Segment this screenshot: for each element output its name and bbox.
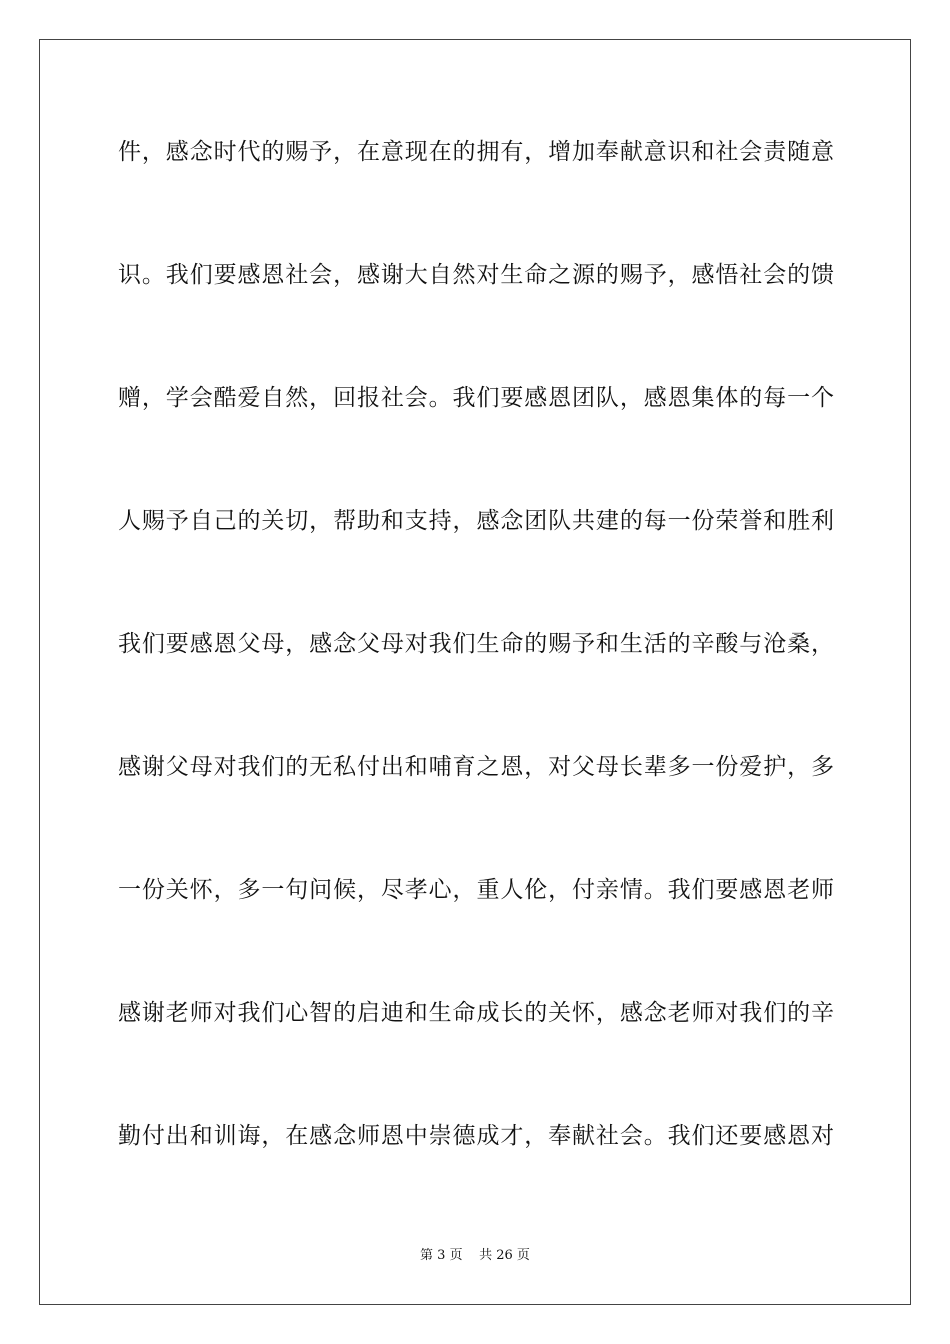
text-line: 件，感念时代的赐予，在意现在的拥有，增加奉献意识和社会责随意 (118, 139, 834, 165)
text-line: 赠，学会酷爱自然，回报社会。我们要感恩团队，感恩集体的每一个 (118, 385, 834, 411)
page-footer (0, 1247, 950, 1265)
text-line: 勤付出和训诲，在感念师恩中崇德成才，奉献社会。我们还要感恩对 (118, 1123, 834, 1149)
total-pages: 共 26 页 (479, 1248, 530, 1263)
text-line: 我们要感恩父母，感念父母对我们生命的赐予和生活的辛酸与沧桑， (118, 631, 834, 657)
page-number: 第 3 页 (420, 1248, 463, 1263)
text-line: 一份关怀，多一句问候，尽孝心，重人伦，付亲情。我们要感恩老师 (118, 877, 834, 903)
text-line: 识。我们要感恩社会，感谢大自然对生命之源的赐予，感悟社会的馈 (118, 262, 834, 288)
page-border (39, 39, 911, 1305)
text-line: 人赐予自己的关切，帮助和支持，感念团队共建的每一份荣誉和胜利 (118, 508, 834, 534)
text-line: 感谢老师对我们心智的启迪和生命成长的关怀，感念老师对我们的辛 (118, 1000, 834, 1026)
text-line: 感谢父母对我们的无私付出和哺育之恩，对父母长辈多一份爱护，多 (118, 754, 834, 780)
